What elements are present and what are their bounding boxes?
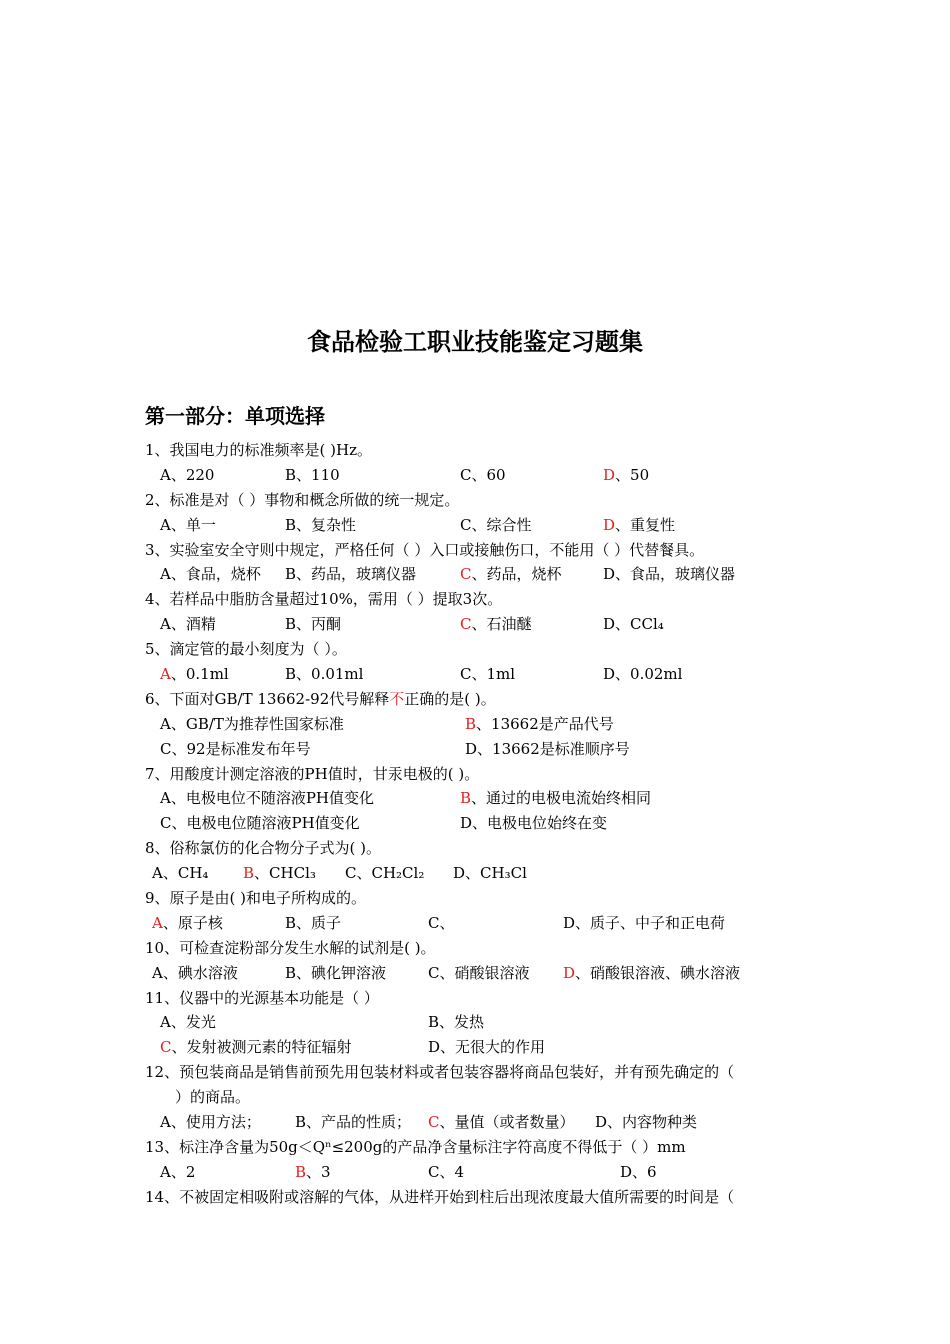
option-letter: C bbox=[460, 665, 472, 684]
option-text: 、硝酸银溶液 bbox=[439, 963, 530, 982]
question-stem bbox=[145, 1060, 825, 1085]
option-letter: C bbox=[428, 1162, 440, 1181]
stem-text: 11、仪器中的光源基本功能是（ ） bbox=[145, 988, 379, 1007]
option-letter: A bbox=[160, 465, 171, 484]
option-a bbox=[160, 612, 216, 637]
option-row bbox=[145, 463, 825, 488]
option-a bbox=[152, 861, 208, 886]
option-text: 、0.01ml bbox=[296, 665, 364, 684]
option-text: 、发热 bbox=[439, 1013, 485, 1032]
option-letter: D bbox=[465, 739, 478, 758]
option-text: 、2 bbox=[170, 1162, 196, 1181]
option-d bbox=[603, 562, 735, 587]
question-stem bbox=[145, 886, 825, 911]
question-1 bbox=[145, 438, 825, 488]
option-text: 、4 bbox=[439, 1162, 465, 1181]
option-d bbox=[460, 811, 607, 836]
option-b bbox=[243, 861, 316, 886]
option-a bbox=[152, 961, 238, 986]
option-c bbox=[345, 861, 424, 886]
stem-text: 5、滴定管的最小刻度为（ ）。 bbox=[145, 640, 347, 659]
option-row bbox=[145, 737, 825, 762]
option-letter: A bbox=[152, 913, 163, 932]
option-d bbox=[453, 861, 527, 886]
option-row bbox=[145, 1010, 825, 1035]
option-text: 、电极电位始终在变 bbox=[472, 814, 608, 833]
option-a bbox=[160, 786, 374, 811]
stem-text: 9、原子是由( )和电子所构成的。 bbox=[145, 889, 367, 908]
question-stem bbox=[145, 1135, 825, 1160]
option-d bbox=[563, 961, 740, 986]
option-row bbox=[145, 513, 825, 538]
option-letter: C bbox=[460, 465, 472, 484]
option-letter: B bbox=[285, 963, 297, 982]
option-b bbox=[285, 463, 340, 488]
question-13 bbox=[145, 1135, 825, 1185]
option-b bbox=[428, 1010, 484, 1035]
option-letter: D bbox=[603, 565, 616, 584]
option-letter: C bbox=[460, 615, 472, 634]
option-b bbox=[285, 612, 341, 637]
option-row bbox=[145, 911, 825, 936]
question-11 bbox=[145, 986, 825, 1061]
option-letter: D bbox=[595, 1113, 608, 1132]
option-text: 、酒精 bbox=[170, 615, 216, 634]
option-row bbox=[145, 612, 825, 637]
question-14 bbox=[145, 1185, 825, 1210]
option-row bbox=[145, 1160, 825, 1185]
option-letter: C bbox=[160, 1038, 172, 1057]
question-stem bbox=[145, 438, 825, 463]
option-text: 、6 bbox=[632, 1162, 657, 1181]
question-stem bbox=[145, 986, 825, 1011]
option-c bbox=[460, 463, 506, 488]
option-text: 、使用方法； bbox=[170, 1113, 261, 1132]
option-letter: A bbox=[160, 615, 171, 634]
option-text: 、原子核 bbox=[162, 913, 223, 932]
option-b bbox=[285, 961, 386, 986]
option-text: 、CCl₄ bbox=[615, 615, 664, 634]
option-a bbox=[160, 1160, 195, 1185]
option-letter: A bbox=[152, 864, 163, 883]
option-letter: A bbox=[160, 665, 171, 684]
option-a bbox=[160, 662, 229, 687]
stem-text: 正确的是( )。 bbox=[404, 689, 496, 708]
option-d bbox=[563, 911, 725, 936]
section-heading: 第一部分：单项选择 bbox=[145, 404, 325, 428]
option-c bbox=[460, 562, 562, 587]
question-stem bbox=[145, 836, 825, 861]
option-text: 、量值（或者数量） bbox=[439, 1113, 575, 1132]
option-row bbox=[145, 1110, 825, 1135]
question-stem bbox=[145, 587, 825, 612]
document-title: 食品检验工职业技能鉴定习题集 bbox=[307, 328, 643, 356]
option-letter: A bbox=[160, 565, 171, 584]
option-text: 、CH₂Cl₂ bbox=[356, 864, 425, 883]
option-text: 、产品的性质； bbox=[306, 1113, 412, 1132]
option-text: 、单一 bbox=[170, 515, 216, 534]
option-letter: B bbox=[295, 1113, 307, 1132]
option-letter: B bbox=[243, 864, 255, 883]
option-a bbox=[160, 463, 214, 488]
option-b bbox=[285, 911, 341, 936]
option-a bbox=[160, 1110, 261, 1135]
option-letter: D bbox=[563, 913, 576, 932]
option-letter: A bbox=[160, 1162, 171, 1181]
option-letter: D bbox=[603, 515, 616, 534]
question-stem bbox=[145, 936, 825, 961]
option-row bbox=[145, 961, 825, 986]
stem-text: 3、实验室安全守则中规定，严格任何（ ）入口或接触伤口，不能用（ ）代替餐具。 bbox=[145, 540, 705, 559]
option-c bbox=[428, 961, 530, 986]
option-b bbox=[460, 786, 651, 811]
option-letter: A bbox=[160, 714, 171, 733]
option-c bbox=[460, 662, 515, 687]
option-letter: B bbox=[428, 1013, 440, 1032]
emphasis-text: 不 bbox=[389, 689, 405, 708]
option-text: 、重复性 bbox=[615, 515, 676, 534]
stem-text: 6、下面对GB/T 13662-92代号解释 bbox=[145, 689, 390, 708]
option-d bbox=[620, 1160, 657, 1185]
option-text: 、发射被测元素的特征辐射 bbox=[171, 1038, 352, 1057]
option-letter: B bbox=[285, 665, 297, 684]
option-text: 、质子 bbox=[296, 913, 342, 932]
option-c bbox=[160, 737, 311, 762]
option-letter: D bbox=[620, 1162, 633, 1181]
stem-text: 1、我国电力的标准频率是( )Hz。 bbox=[145, 441, 373, 459]
option-text: 、1ml bbox=[471, 665, 516, 684]
option-text: 、综合性 bbox=[471, 515, 532, 534]
stem-text: 2、标准是对（ ）事物和概念所做的统一规定。 bbox=[145, 490, 460, 509]
option-letter: C bbox=[428, 1113, 440, 1132]
question-stem bbox=[145, 687, 825, 712]
option-row bbox=[145, 1035, 825, 1060]
option-b bbox=[285, 562, 416, 587]
option-text: 、碘水溶液 bbox=[162, 963, 238, 982]
option-letter: D bbox=[453, 864, 466, 883]
option-text: 、3 bbox=[306, 1162, 331, 1181]
option-letter: B bbox=[285, 913, 297, 932]
question-4 bbox=[145, 587, 825, 637]
question-stem bbox=[145, 762, 825, 787]
option-c bbox=[160, 1035, 352, 1060]
option-b bbox=[285, 662, 363, 687]
question-list bbox=[145, 438, 825, 1210]
option-text: 、药品，烧杯 bbox=[471, 565, 562, 584]
stem-text: 7、用酸度计测定溶液的PH值时，甘汞电极的( )。 bbox=[145, 764, 480, 783]
option-letter: D bbox=[603, 665, 616, 684]
option-letter: D bbox=[460, 814, 473, 833]
question-2 bbox=[145, 488, 825, 538]
option-text: 、丙酮 bbox=[296, 615, 342, 634]
stem-text: 4、若样品中脂肪含量超过10%，需用（ ）提取3次。 bbox=[145, 590, 503, 609]
option-a bbox=[160, 1010, 216, 1035]
option-text: 、内容物种类 bbox=[607, 1113, 698, 1132]
option-letter: D bbox=[563, 963, 576, 982]
option-text: 、药品，玻璃仪器 bbox=[296, 565, 417, 584]
question-stem bbox=[145, 637, 825, 662]
option-text: 、CH₃Cl bbox=[465, 864, 527, 883]
stem-text: 8、俗称氯仿的化合物分子式为( )。 bbox=[145, 839, 382, 858]
option-letter: C bbox=[428, 913, 440, 932]
option-row bbox=[145, 811, 825, 836]
option-letter: B bbox=[285, 515, 297, 534]
option-text: 、92是标准发布年号 bbox=[171, 739, 311, 758]
option-text: 、电极电位不随溶液PH值变化 bbox=[170, 789, 375, 808]
question-5 bbox=[145, 637, 825, 687]
option-a bbox=[160, 562, 261, 587]
question-stem bbox=[145, 488, 825, 513]
option-d bbox=[595, 1110, 697, 1135]
option-text: 、石油醚 bbox=[471, 615, 532, 634]
option-text: 、GB/T为推荐性国家标准 bbox=[170, 714, 344, 733]
option-letter: A bbox=[160, 515, 171, 534]
option-letter: D bbox=[428, 1038, 441, 1057]
option-b bbox=[295, 1160, 331, 1185]
question-stem bbox=[145, 538, 825, 563]
stem-text: 12、预包装商品是销售前预先用包装材料或者包装容器将商品包装好，并有预先确定的（ bbox=[145, 1063, 735, 1082]
question-10 bbox=[145, 936, 825, 986]
question-8 bbox=[145, 836, 825, 886]
option-letter: A bbox=[160, 1013, 171, 1032]
option-letter: C bbox=[460, 565, 472, 584]
stem-text: 10、可检查淀粉部分发生水解的试剂是( )。 bbox=[145, 938, 436, 957]
option-c bbox=[428, 1160, 464, 1185]
option-c bbox=[428, 911, 455, 936]
stem-text: 13、标注净含量为50g＜Qⁿ≤200g的产品净含量标注字符高度不得低于（ ）mm bbox=[145, 1137, 686, 1156]
option-row bbox=[145, 662, 825, 687]
option-text: 、电极电位随溶液PH值变化 bbox=[171, 814, 360, 833]
option-letter: C bbox=[160, 814, 172, 833]
option-a bbox=[160, 513, 216, 538]
option-text: 、食品，玻璃仪器 bbox=[615, 565, 736, 584]
question-3 bbox=[145, 538, 825, 588]
option-d bbox=[465, 737, 630, 762]
question-7 bbox=[145, 762, 825, 837]
option-text: 、13662是标准顺序号 bbox=[477, 739, 630, 758]
option-a bbox=[160, 712, 344, 737]
option-letter: B bbox=[285, 615, 297, 634]
option-d bbox=[603, 612, 664, 637]
option-row bbox=[145, 712, 825, 737]
question-9 bbox=[145, 886, 825, 936]
option-d bbox=[428, 1035, 545, 1060]
option-c bbox=[460, 513, 532, 538]
question-stem bbox=[145, 1085, 825, 1110]
option-letter: B bbox=[285, 465, 297, 484]
option-letter: B bbox=[295, 1162, 307, 1181]
option-text: 、发光 bbox=[170, 1013, 216, 1032]
option-b bbox=[285, 513, 356, 538]
option-text: 、复杂性 bbox=[296, 515, 357, 534]
question-12 bbox=[145, 1060, 825, 1135]
stem-text: 14、不被固定相吸附或溶解的气体，从进样开始到柱后出现浓度最大值所需要的时间是（ bbox=[145, 1187, 735, 1206]
option-letter: B bbox=[285, 565, 297, 584]
option-letter: D bbox=[603, 615, 616, 634]
option-text: 、食品，烧杯 bbox=[170, 565, 261, 584]
option-d bbox=[603, 463, 649, 488]
option-row bbox=[145, 562, 825, 587]
option-letter: B bbox=[460, 789, 472, 808]
option-c bbox=[428, 1110, 575, 1135]
option-letter: A bbox=[152, 963, 163, 982]
option-d bbox=[603, 513, 675, 538]
option-text: 、60 bbox=[471, 465, 506, 484]
option-text: 、220 bbox=[170, 465, 215, 484]
option-letter: C bbox=[345, 864, 357, 883]
option-text: 、CH₄ bbox=[162, 864, 209, 883]
option-c bbox=[160, 811, 360, 836]
option-letter: C bbox=[160, 739, 172, 758]
option-text: 、硝酸银溶液、碘水溶液 bbox=[575, 963, 741, 982]
option-text: 、50 bbox=[615, 465, 650, 484]
option-d bbox=[603, 662, 682, 687]
option-text: 、碘化钾溶液 bbox=[296, 963, 387, 982]
option-text: 、通过的电极电流始终相同 bbox=[471, 789, 652, 808]
option-c bbox=[460, 612, 532, 637]
option-b bbox=[295, 1110, 411, 1135]
option-text: 、0.1ml bbox=[170, 665, 229, 684]
option-text: 、 bbox=[439, 913, 455, 932]
option-text: 、13662是产品代号 bbox=[476, 714, 614, 733]
option-row bbox=[145, 861, 825, 886]
option-b bbox=[465, 712, 614, 737]
stem-text: ）的商品。 bbox=[145, 1088, 251, 1107]
option-text: 、110 bbox=[296, 465, 340, 484]
option-text: 、质子、中子和正电荷 bbox=[575, 913, 726, 932]
option-text: 、0.02ml bbox=[615, 665, 683, 684]
option-letter: A bbox=[160, 789, 171, 808]
option-letter: C bbox=[428, 963, 440, 982]
option-a bbox=[152, 911, 223, 936]
option-text: 、无很大的作用 bbox=[440, 1038, 546, 1057]
question-stem bbox=[145, 1185, 825, 1210]
option-letter: D bbox=[603, 465, 616, 484]
option-letter: C bbox=[460, 515, 472, 534]
question-6 bbox=[145, 687, 825, 762]
option-letter: A bbox=[160, 1113, 171, 1132]
option-text: 、CHCl₃ bbox=[254, 864, 316, 883]
option-letter: B bbox=[465, 714, 477, 733]
option-row bbox=[145, 786, 825, 811]
